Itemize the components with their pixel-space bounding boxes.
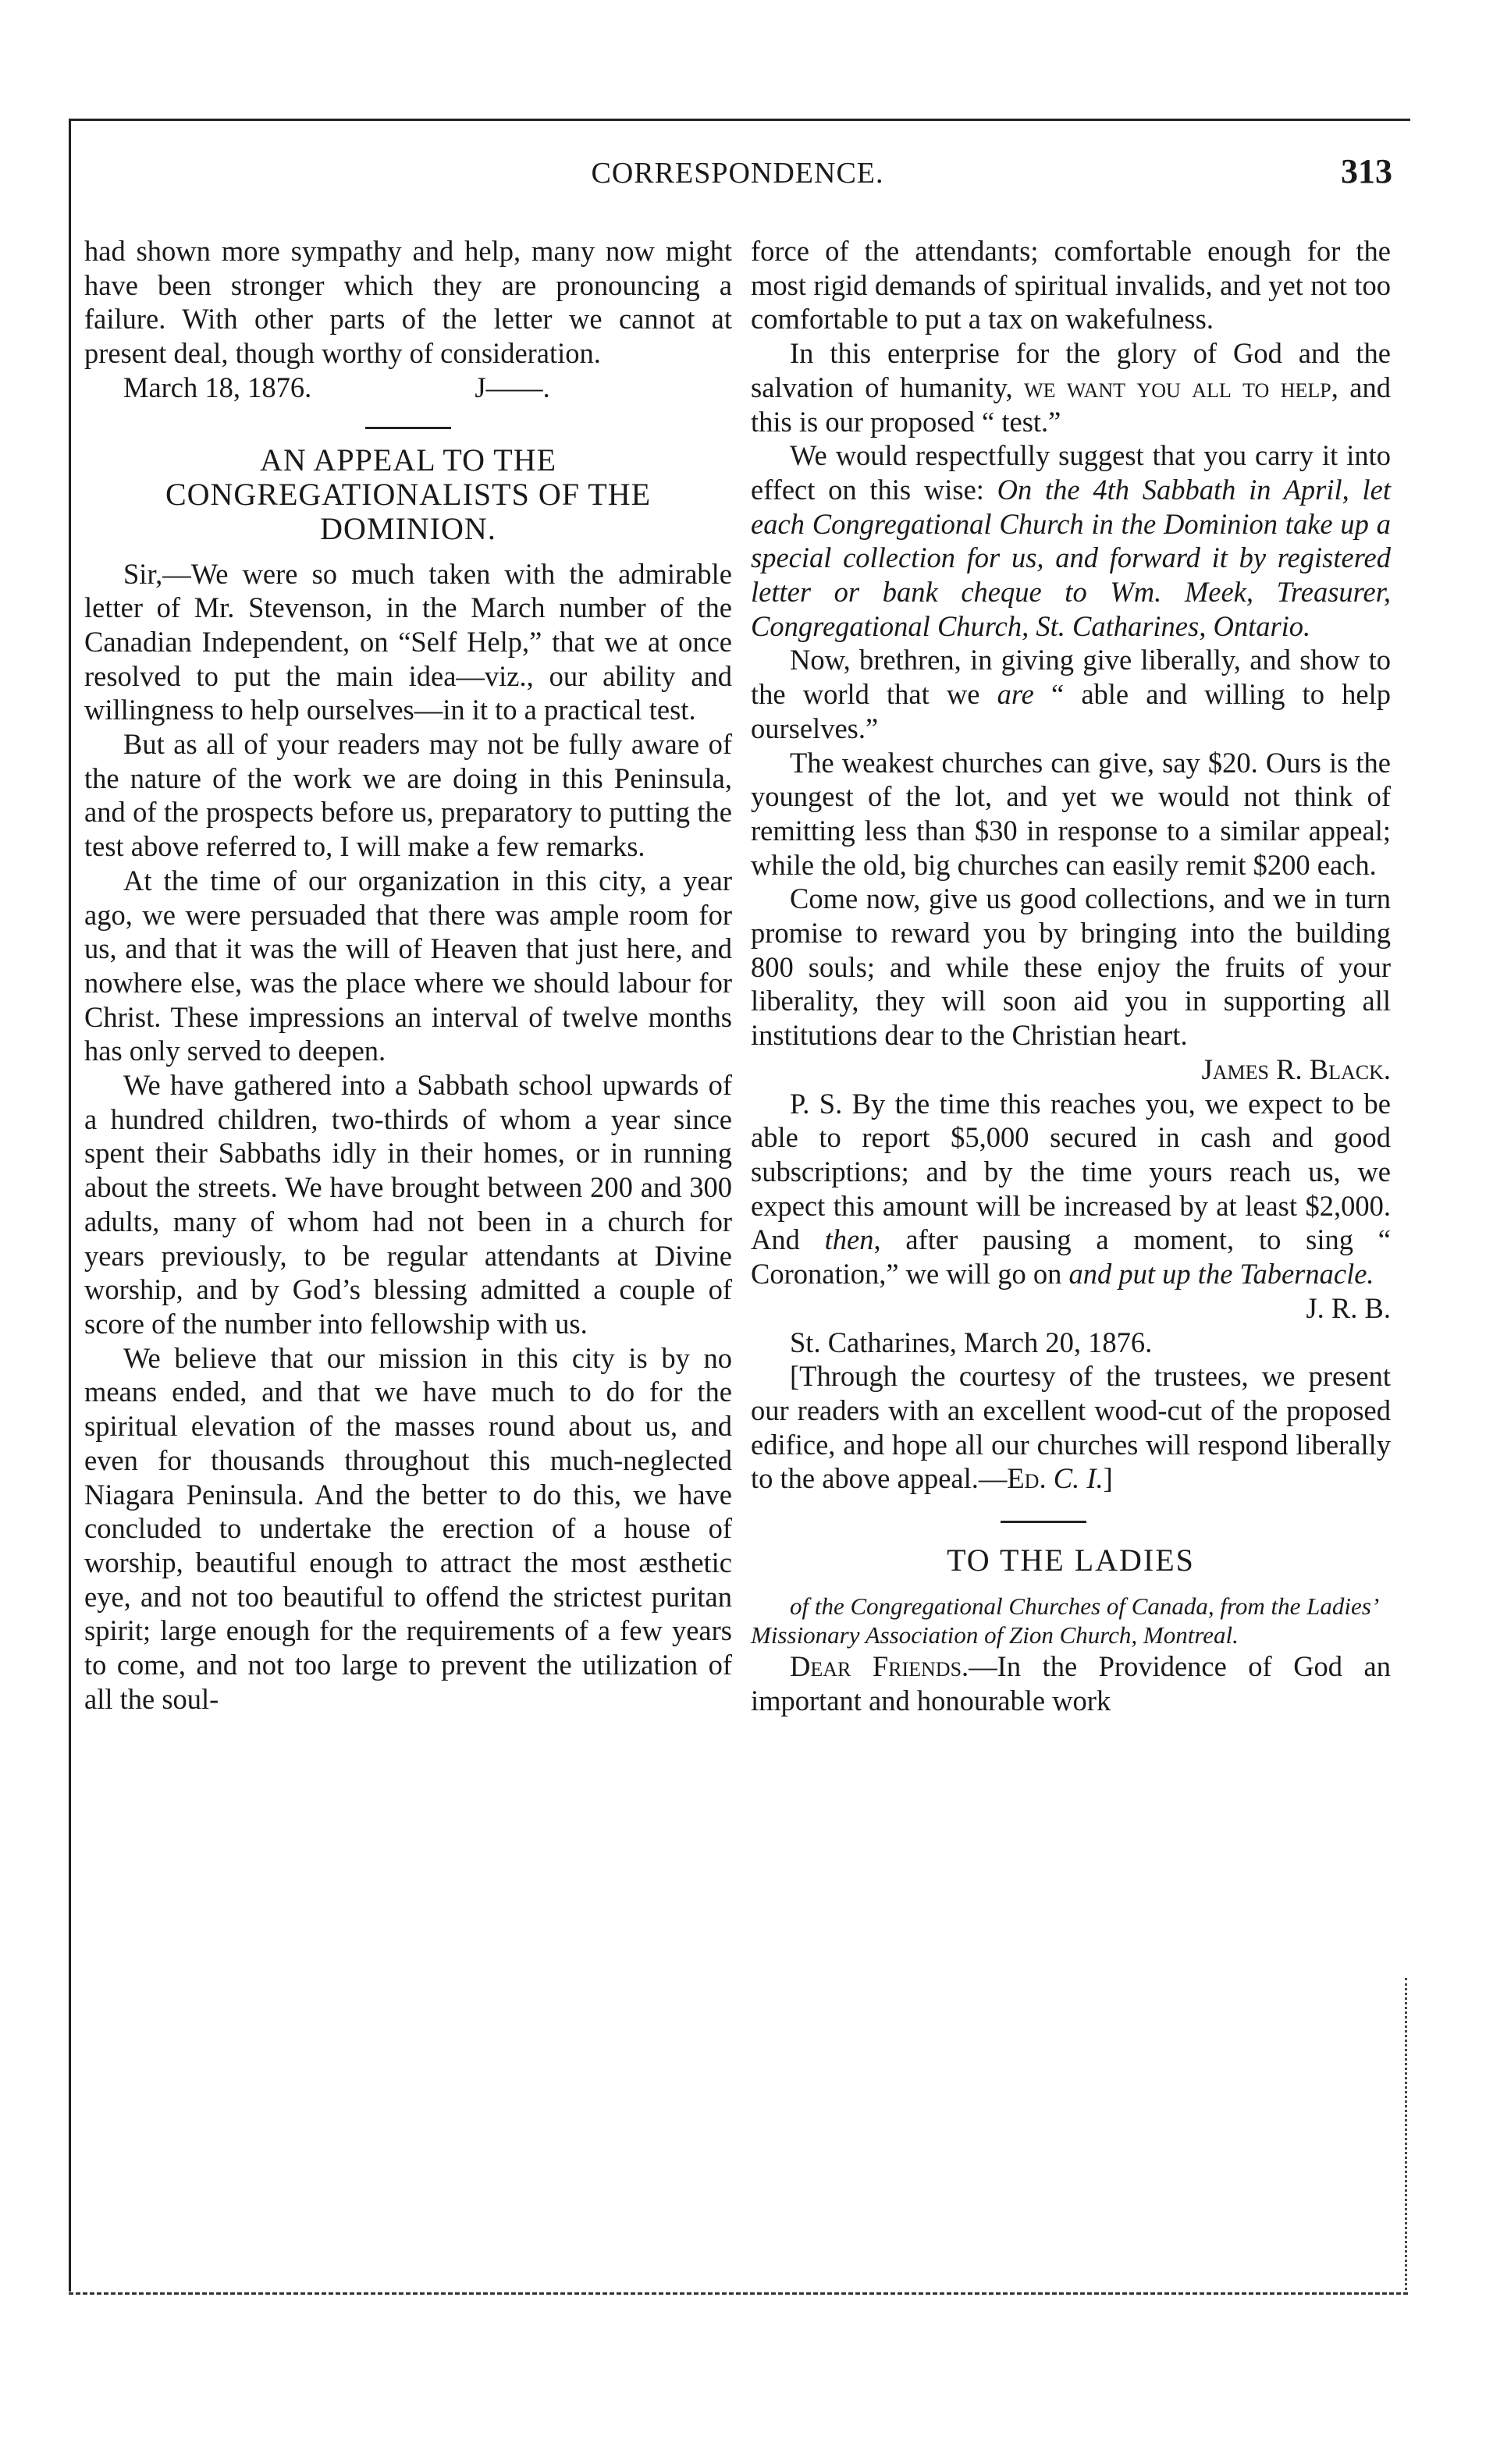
text-run: P. S. By the time this reaches you, we expect to be able to report $5,000 secured in cash and good subscriptions; and by the time yours reach us, we expect this amount will be increased by at least $2,000. And	[751, 1087, 1391, 1256]
postscript	[751, 1087, 1391, 1291]
article-title: TO THE LADIES	[947, 1543, 1195, 1578]
text-run: We would respectfully suggest that you carry it into effect on this wise:	[751, 439, 1391, 506]
paragraph: The weakest churches can give, say $20. Ours is the youngest of the lot, and yet we would not think of remitting less than $30 in response to a similar appeal; while the old, big churches can easily remit $200 each.	[751, 746, 1391, 881]
letter-dateline	[84, 371, 732, 405]
paragraph: We believe that our mission in this city is by no means ended, and that we have much to do for the spiritual elevation of the masses round about us, and even for thousands throughout this much-neglected Niagara Peninsula. And the better to do this, we have concluded to undertake the erection of a house of worship, beautiful enough to attract the most æsthetic eye, and not too beautiful to offend the strictest puritan spirit; large enough for the requirements of a few years to come, and not too large to prevent the utilization of all the soul-	[84, 1341, 732, 1715]
place-date: St. Catharines, March 20, 1876.	[790, 1326, 1153, 1358]
paragraph: had shown more sympathy and help, many now might have been stronger which they are pronouncing a failure. With other parts of the letter we cannot at present deal, though worthy of consideration.	[84, 235, 732, 370]
paragraph: We have gathered into a Sabbath school upwards of a hundred children, two-thirds of whom a year since spent their Sabbaths idly in their homes, or in running about the streets. We have brought between 200 and 300 adults, many of whom had not been in a church for years previously, to be regular attendants at Divine worship, and by God’s blessing admitted a couple of score of the number into fellowship with us.	[84, 1069, 732, 1340]
italic-run: are	[997, 678, 1034, 711]
paragraph	[751, 336, 1391, 438]
text-run	[1047, 1462, 1054, 1494]
paragraph: At the time of our organization in this city, a year ago, we were persuaded that there was ample room for us, and that it was the will of Heaven that just here, and nowhere else, was the place where we should labour for Christ. These impressions an interval of twelve months has only served to deepen.	[84, 864, 732, 1067]
text-run: In this enterprise for the glory of God and the salvation of humanity,	[751, 337, 1391, 403]
text-run: , after pausing a moment, to sing “ Coronation,” we will go on	[751, 1223, 1391, 1291]
text-run: ]	[1103, 1462, 1113, 1495]
italic-run: On the 4th Sabbath in April, let each Congregational Church in the Dominion take up a special collection for us, and forward it by registered letter or bank cheque to Wm. Meek, Treasurer, Congregational Church, St. Catharines, Ontario.	[751, 473, 1391, 642]
letter-date: March 18, 1876.	[123, 371, 312, 403]
text-run: “ able and willing to help ourselves.”	[751, 678, 1391, 744]
article-title: AN APPEAL TO THE CONGREGATIONALISTS OF THE DOMINION.	[165, 442, 652, 546]
right-column	[751, 234, 1391, 1717]
margin-marks	[1405, 1978, 1409, 2290]
signature: James R. Black.	[1201, 1053, 1391, 1085]
left-column	[84, 234, 732, 1716]
paragraph	[751, 643, 1391, 745]
paragraph: force of the attendants; comfortable enough for the most rigid demands of spiritual invalids, and yet not too comfortable to put a tax on wakefulness.	[751, 235, 1391, 336]
small-caps-run: we want you all to help	[1024, 371, 1331, 403]
page-number: 313	[1341, 152, 1392, 190]
section-divider	[1001, 1521, 1086, 1523]
italic-run: then	[824, 1223, 874, 1256]
postscript-initials: J. R. B.	[1306, 1291, 1391, 1324]
small-caps-run: Ed.	[1007, 1462, 1047, 1495]
paragraph	[751, 1649, 1391, 1717]
paragraph: But as all of your readers may not be fully aware of the nature of the work we are doing in this Peninsula, and of the prospects before us, preparatory to putting the test above referred to, I will make a few remarks.	[84, 728, 732, 863]
letter-signature: J——.	[475, 371, 550, 403]
small-caps-run: Dear Friends.	[790, 1650, 969, 1683]
bottom-rule	[69, 2292, 1408, 2295]
text-run: [Through the courtesy of the trustees, we present our readers with an excellent wood-cut of the proposed edifice, and hope all our churches will respond liberally to the above appeal.—	[751, 1360, 1391, 1495]
section-divider	[365, 427, 451, 429]
paragraph	[751, 438, 1391, 643]
article-subtitle: of the Congregational Churches of Canada, from the Ladies’ Missionary Association of Zion Church, Montreal.	[751, 1592, 1377, 1649]
text-run: Now, brethren, in giving give liberally, and show to the world that we	[751, 644, 1391, 711]
paragraph: Come now, give us good collections, and we in turn promise to reward you by bringing into the building 800 souls; and while these enjoy the fruits of your liberality, they will soon aid you in supporting all institutions dear to the Christian heart.	[751, 882, 1391, 1052]
italic-run: and put up the Tabernacle.	[1068, 1258, 1374, 1291]
page-header	[78, 152, 1397, 203]
running-head: CORRESPONDENCE.	[591, 157, 884, 190]
text-run: —In the Providence of God an important and honourable work	[751, 1650, 1391, 1717]
italic-run: C. I.	[1053, 1462, 1104, 1495]
paragraph: Sir,—We were so much taken with the admirable letter of Mr. Stevenson, in the March number of the Canadian Independent, on “Self Help,” that we at once resolved to put the main idea—viz., our ability and willingness to help ourselves—in it to a practical test.	[84, 557, 732, 726]
editor-note	[751, 1359, 1391, 1496]
text-run: , and this is our proposed “ test.”	[751, 371, 1392, 438]
